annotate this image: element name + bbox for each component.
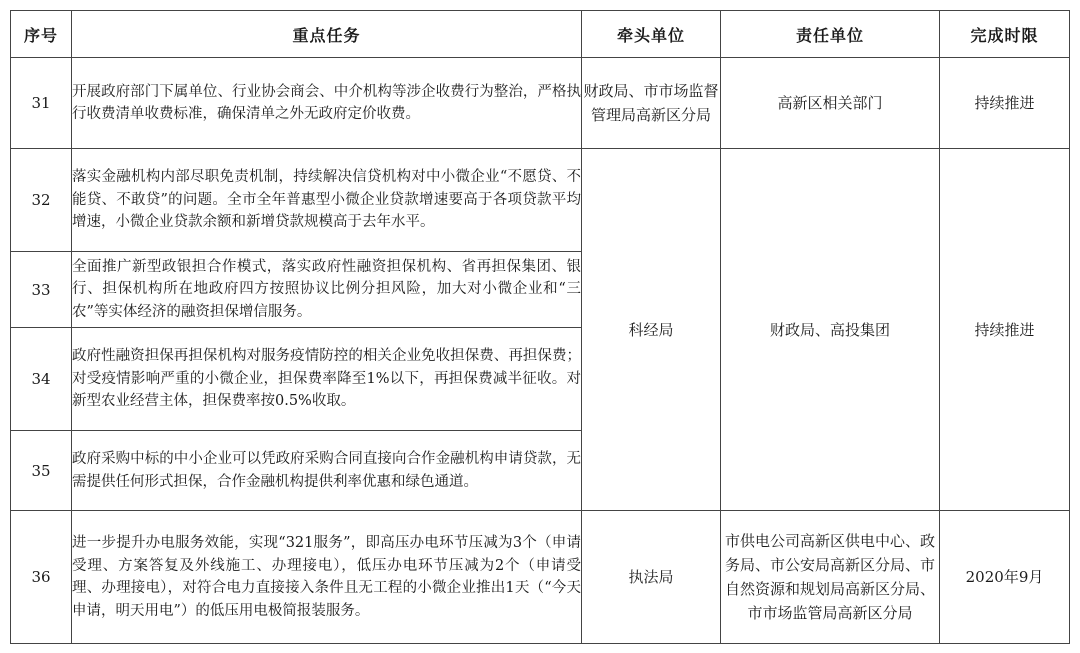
header-resp: 责任单位 xyxy=(721,11,940,58)
task-text: 开展政府部门下属单位、行业协会商会、中介机构等涉企收费行为整治，严格执行收费清单收费标准，确保清单之外无政府定价收费。 xyxy=(72,58,582,149)
task-text: 政府采购中标的中小企业可以凭政府采购合同直接向合作金融机构申请贷款，无需提供任何形式担保，合作金融机构提供利率优惠和绿色通道。 xyxy=(72,431,582,511)
header-task: 重点任务 xyxy=(72,11,582,58)
header-lead: 牵头单位 xyxy=(582,11,721,58)
row-number: 36 xyxy=(11,511,72,644)
task-text: 落实金融机构内部尽职免责机制，持续解决信贷机构对中小微企业“不愿贷、不能贷、不敢贷”的问题。全市全年普惠型小微企业贷款增速要高于各项贷款平均增速，小微企业贷款余额和新增贷款规模高于去年水平。 xyxy=(72,149,582,252)
task-text: 进一步提升办电服务效能，实现“321服务”，即高压办电环节压减为3个（申请受理、方案答复及外线施工、办理接电），低压办电环节压减为2个（申请受理、办理接电），对符合电力直接接入条件且无工程的小微企业推出1天（“今天申请，明天用电”）的低压用电极简报装服务。 xyxy=(72,511,582,644)
header-deadline: 完成时限 xyxy=(940,11,1070,58)
row-number: 35 xyxy=(11,431,72,511)
task-text: 全面推广新型政银担合作模式，落实政府性融资担保机构、省再担保集团、银行、担保机构所在地政府四方按照协议比例分担风险，加大对小微企业和“三农”等实体经济的融资担保增信服务。 xyxy=(72,252,582,328)
key-tasks-table xyxy=(10,10,1070,644)
table-row xyxy=(11,149,1070,252)
row-number: 32 xyxy=(11,149,72,252)
header-row xyxy=(11,11,1070,58)
lead-unit: 执法局 xyxy=(582,511,721,644)
responsible-unit: 财政局、高投集团 xyxy=(721,149,940,511)
lead-unit: 科经局 xyxy=(582,149,721,511)
row-number: 31 xyxy=(11,58,72,149)
responsible-unit: 市供电公司高新区供电中心、政务局、市公安局高新区分局、市自然资源和规划局高新区分局、市市场监管局高新区分局 xyxy=(721,511,940,644)
deadline: 2020年9月 xyxy=(940,511,1070,644)
deadline: 持续推进 xyxy=(940,58,1070,149)
responsible-unit: 高新区相关部门 xyxy=(721,58,940,149)
deadline: 持续推进 xyxy=(940,149,1070,511)
table-row xyxy=(11,58,1070,149)
row-number: 34 xyxy=(11,328,72,431)
row-number: 33 xyxy=(11,252,72,328)
lead-unit: 财政局、市市场监督管理局高新区分局 xyxy=(582,58,721,149)
table-row xyxy=(11,511,1070,644)
header-seq: 序号 xyxy=(11,11,72,58)
task-text: 政府性融资担保再担保机构对服务疫情防控的相关企业免收担保费、再担保费；对受疫情影响严重的小微企业，担保费率降至1%以下，再担保费减半征收。对新型农业经营主体，担保费率按0.5%收取。 xyxy=(72,328,582,431)
